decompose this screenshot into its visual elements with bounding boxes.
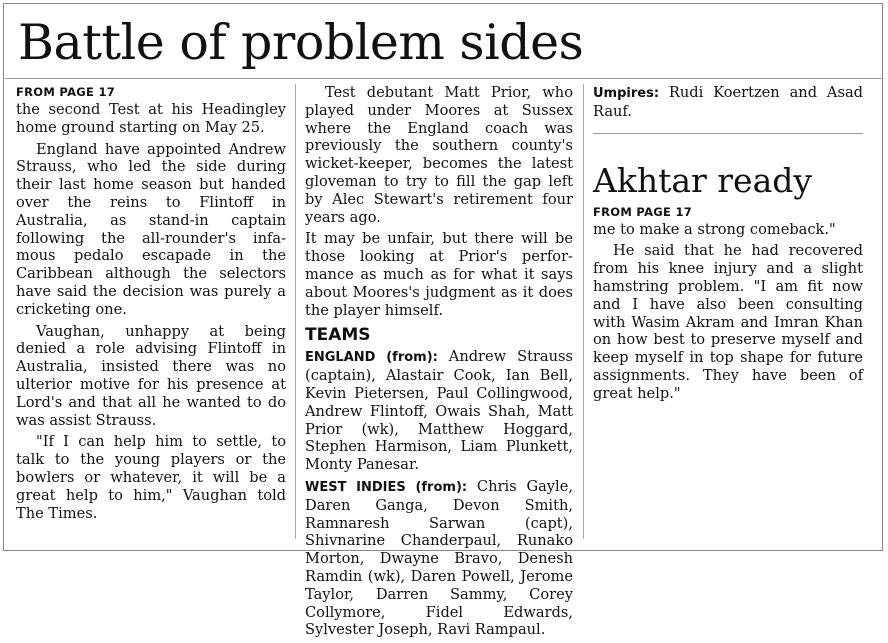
west-indies-label: WEST INDIES (from): [305,479,468,495]
article-paragraph: "If I can help him to settle, to talk to the young players or the bowlers or whatever, it will be a great help to him," Vaughan told The Times. [16,433,286,522]
umpires-names: Rudi Koertzen and Asad Rauf. [593,84,863,120]
column-divider [583,84,584,539]
england-players: Andrew Strauss (captain), Alastair Cook, Ian Bell, Kevin Pietersen, Paul Collingwood, Andrew Flintoff, Owais Shah, Matt Prior (wk), Matthew Hoggard, Stephen Harmison, Liam Plunkett, Monty Panesar. [305,348,573,474]
article-paragraph: Test debutant Matt Prior, who played under Moores at Sussex where the England coach was previously the southern county's wicket-keeper, becomes the latest gloveman to try to fill the gap left by Alec Stewart's retirement four years ago. [305,84,573,226]
england-label: ENGLAND (from): [305,350,438,366]
article-paragraph: England have appointed Andrew Strauss, who led the side during their last home season but handed over the reins to Flintoff in Australia, as stand-in captain following the all-rounder's infa-mous pedalo escapade in the Caribbean although the selectors have said the decision was purely a cricketing one. [16,140,286,318]
article-column-1 [16,84,286,526]
article-column-3 [593,84,863,407]
sidebar-divider [593,133,863,134]
west-indies-squad [305,478,573,639]
column-divider [295,84,296,539]
article-paragraph: It may be unfair, but there will be those looking at Prior's perfor-mance as much as for what it says about Moores's judgment as it does the player himself. [305,230,573,319]
continued-from-label: FROM PAGE 17 [16,85,116,99]
article-column-2 [305,84,573,643]
sidebar-paragraph: me to make a strong comeback." [593,220,836,238]
england-squad [305,348,573,474]
sidebar-headline: Akhtar ready [593,160,813,200]
article-paragraph: Vaughan, unhappy at being denied a role advising Flintoff in Australia, insisted there was no ulterior motive for his presence at Lord's and that all he wanted to do was assist Strauss. [16,322,286,429]
headline-divider [5,78,883,79]
umpires-line [593,84,863,121]
teams-heading: TEAMS [305,325,371,346]
umpires-label: Umpires: [593,86,660,101]
headline: Battle of problem sides [18,14,584,71]
sidebar-paragraph: He said that he had recovered from his knee injury and a slight hamstring problem. "I am fit now and I have also been consulting with Wasim Akram and Imran Khan on how best to preserve myself and keep myself in top shape for future assignments. They have been of great help." [593,242,863,402]
article-paragraph: the second Test at his Headingley home ground starting on May 25. [16,101,286,136]
sidebar-continued-label: FROM PAGE 17 [593,204,693,219]
west-indies-players: Chris Gayle, Daren Ganga, Devon Smith, Ramnaresh Sarwan (capt), Shivnarine Chanderpaul, Runako Morton, Dwayne Bravo, Denesh Ramdin (wk), Daren Powell, Jerome Taylor, Darren Sammy, Corey Collymore, Fidel Edwards, Sylvester Joseph, Ravi Rampaul. [305,477,573,639]
